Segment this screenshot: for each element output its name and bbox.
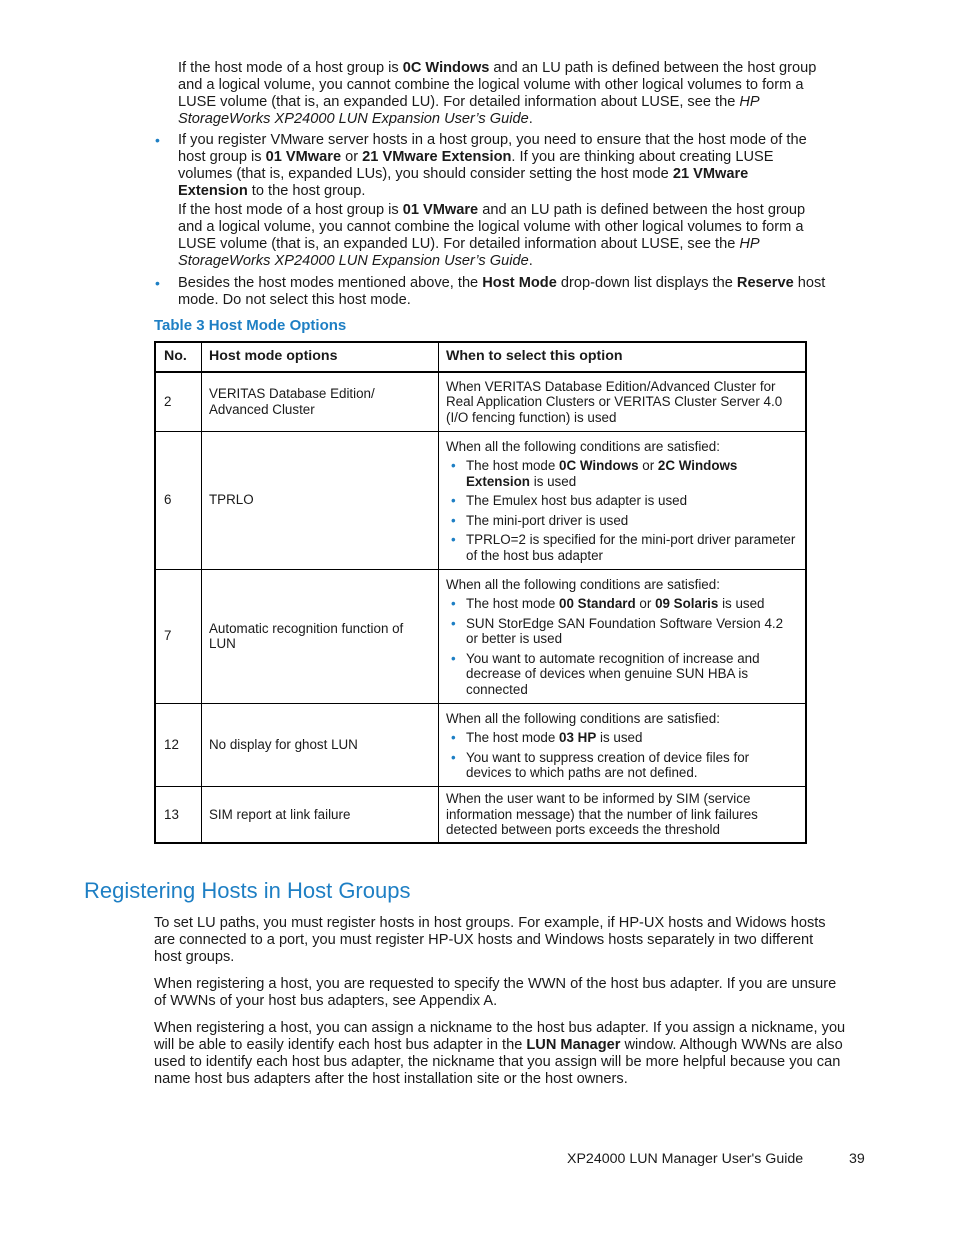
page-number: 39	[849, 1151, 865, 1167]
table-header-row	[155, 342, 806, 372]
row-option: SIM report at link failure	[202, 786, 439, 843]
table-row	[155, 703, 806, 786]
bullet-vmware: If you register VMware server hosts in a host group, you need to ensure that the host mode of the host group is 01 VMware or 21 VMware Extension. If you are thinking about creating LUSE volumes (that is, expanded LUs), you should consider setting the host mode 21 VMware Extension to the host group.	[178, 132, 807, 199]
conditions-list	[446, 458, 798, 563]
row-option: No display for ghost LUN	[202, 703, 439, 786]
list-item: • The host mode 00 Standard or 09 Solaris is used	[466, 596, 798, 612]
row-option: Automatic recognition function of LUN	[202, 569, 439, 703]
list-item: • The Emulex host bus adapter is used	[466, 493, 798, 509]
bullet-icon: •	[155, 275, 160, 291]
row-when: When VERITAS Database Edition/Advanced Cluster for Real Application Clusters or VERITAS Cluster Server 4.0 (I/O fencing function) is used	[439, 372, 807, 431]
list-item: • You want to automate recognition of increase and decrease of devices when genuine SUN HBA is connected	[466, 651, 798, 698]
conditions-intro: When all the following conditions are satisfied:	[446, 438, 720, 454]
row-when	[439, 569, 807, 703]
list-item: • SUN StorEdge SAN Foundation Software Version 4.2 or better is used	[466, 616, 798, 647]
header-no: No.	[155, 342, 202, 372]
list-item: • You want to suppress creation of device files for devices to which paths are not defined.	[466, 750, 798, 781]
row-no: 6	[155, 431, 202, 569]
table-row	[155, 431, 806, 569]
intro-paragraph: If the host mode of a host group is 0C Windows and an LU path is defined between the host group and a logical volume, you cannot combine the logical volume with other logical volumes to form a LUSE volume (that is, an expanded LU). For detailed information about LUSE, see the HP StorageWorks XP24000 LUN Expansion User’s Guide.	[178, 60, 817, 127]
section-paragraph-3: When registering a host, you can assign a nickname to the host bus adapter. If you assign a nickname, you will be able to easily identify each host bus adapter in the LUN Manager window. Although WWNs are also used to identify each host bus adapter, the nickname that you assign will be more helpful because you can name host bus adapters after the host installation site or the host owners.	[154, 1020, 846, 1087]
list-item: • The host mode 03 HP is used	[466, 730, 798, 746]
row-option: VERITAS Database Edition/ Advanced Cluster	[202, 372, 439, 431]
list-item: • The mini-port driver is used	[466, 513, 798, 529]
table-row	[155, 372, 806, 431]
host-mode-options-table	[154, 341, 807, 844]
section-paragraph-2: When registering a host, you are requested to specify the WWN of the host bus adapter. If you are unsure of WWNs of your host bus adapters, see Appendix A.	[154, 976, 837, 1009]
bullet-icon: •	[155, 132, 160, 148]
row-when	[439, 431, 807, 569]
bullet-vmware-paragraph-2: If the host mode of a host group is 01 VMware and an LU path is defined between the host group and a logical volume, you cannot combine the logical volume with other logical volumes to form a LUSE volume (that is, an expanded LU). For detailed information about LUSE, see the HP StorageWorks XP24000 LUN Expansion User’s Guide.	[178, 202, 806, 269]
table-row	[155, 569, 806, 703]
list-item: • TPRLO=2 is specified for the mini-port driver parameter of the host bus adapter	[466, 532, 798, 563]
header-host-mode-options: Host mode options	[202, 342, 439, 372]
section-heading: Registering Hosts in Host Groups	[84, 878, 411, 903]
footer-title: XP24000 LUN Manager User's Guide	[567, 1151, 804, 1167]
row-no: 12	[155, 703, 202, 786]
table-row	[155, 786, 806, 843]
row-no: 7	[155, 569, 202, 703]
list-item: • The host mode 0C Windows or 2C Windows Extension is used	[466, 458, 798, 489]
row-when	[439, 703, 807, 786]
section-paragraph-1: To set LU paths, you must register hosts in host groups. For example, if HP-UX hosts and Widows hosts are connected to a port, you must register HP-UX hosts and Windows hosts separately in two different host groups.	[154, 915, 826, 965]
row-no: 2	[155, 372, 202, 431]
row-option: TPRLO	[202, 431, 439, 569]
table-caption: Table 3 Host Mode Options	[154, 317, 347, 334]
conditions-list	[446, 730, 798, 781]
bullet-reserve: Besides the host modes mentioned above, the Host Mode drop-down list displays the Reserve host mode. Do not select this host mode.	[178, 275, 826, 308]
conditions-intro: When all the following conditions are satisfied:	[446, 710, 720, 726]
conditions-intro: When all the following conditions are satisfied:	[446, 576, 720, 592]
header-when-to-select: When to select this option	[439, 342, 807, 372]
conditions-list	[446, 596, 798, 697]
row-when: When the user want to be informed by SIM (service information message) that the number of link failures detected between ports exceeds the threshold	[439, 786, 807, 843]
row-no: 13	[155, 786, 202, 843]
